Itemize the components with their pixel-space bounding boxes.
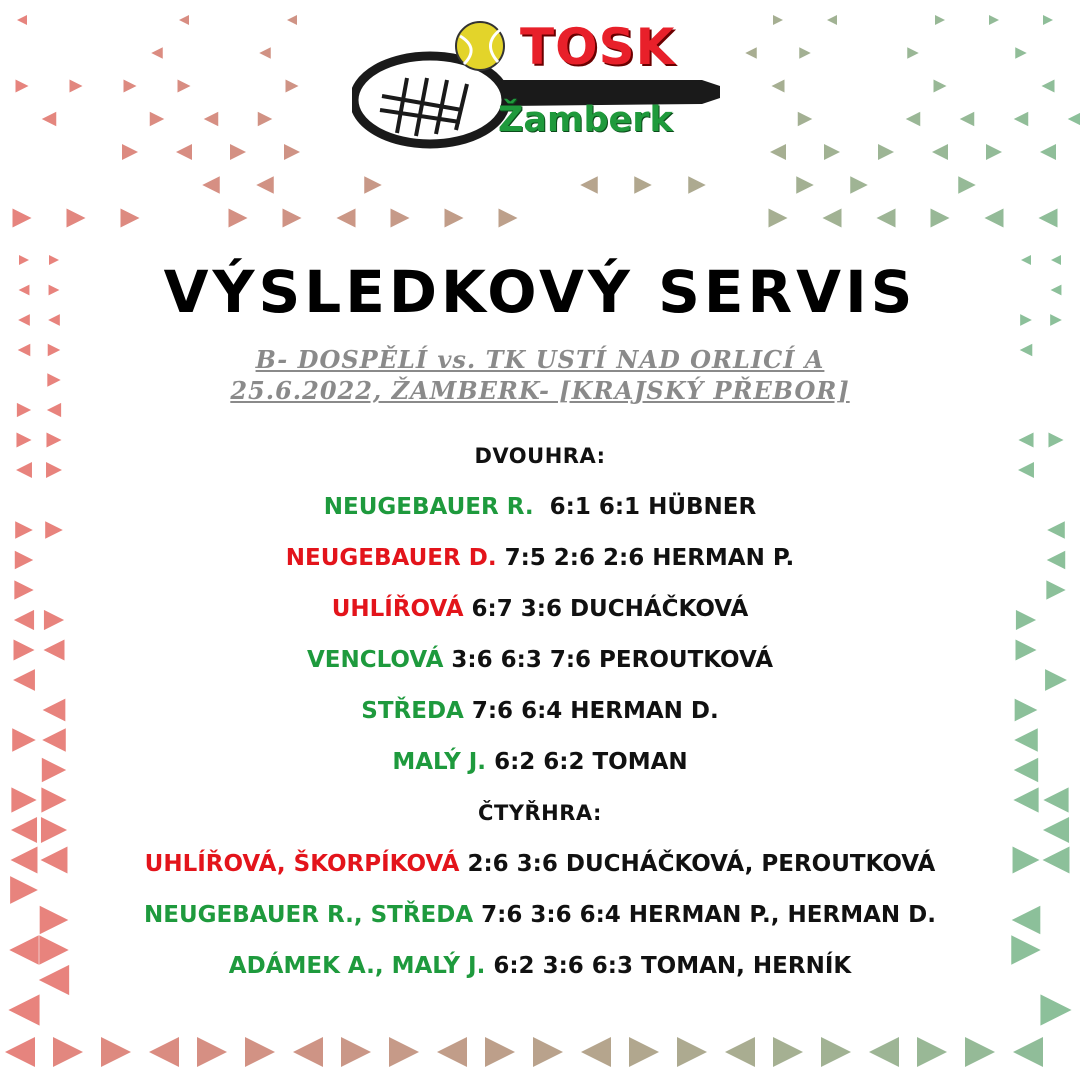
decorative-triangle xyxy=(151,47,163,59)
decorative-triangle xyxy=(197,1037,227,1067)
result-row xyxy=(0,591,1080,642)
decorative-triangle xyxy=(391,209,410,228)
decorative-triangle xyxy=(67,209,86,228)
decorative-triangle xyxy=(1043,15,1053,25)
decorative-triangle xyxy=(1068,112,1080,127)
decorative-triangle xyxy=(437,1037,467,1067)
decorative-triangle xyxy=(773,15,783,25)
decorative-triangle xyxy=(965,1037,995,1067)
decorative-triangle xyxy=(1040,994,1071,1025)
decorative-triangle xyxy=(42,112,57,127)
decorative-triangle xyxy=(773,1037,803,1067)
home-player: NEUGEBAUER R. xyxy=(323,494,534,520)
decorative-triangle xyxy=(179,15,189,25)
decorative-triangle xyxy=(229,209,248,228)
decorative-triangle xyxy=(958,176,976,194)
home-player: UHLÍŘOVÁ xyxy=(331,596,464,622)
decorative-triangle xyxy=(827,15,837,25)
score-and-opponent: 7:6 3:6 6:4 HERMAN P., HERMAN D. xyxy=(481,902,936,928)
decorative-triangle xyxy=(124,80,137,93)
score-and-opponent: 7:6 6:4 HERMAN D. xyxy=(471,698,719,724)
decorative-triangle xyxy=(932,144,948,160)
decorative-triangle xyxy=(230,144,246,160)
decorative-triangle xyxy=(70,80,83,93)
result-row xyxy=(0,642,1080,693)
decorative-triangle xyxy=(445,209,464,228)
result-row xyxy=(0,744,1080,795)
decorative-triangle xyxy=(256,176,274,194)
decorative-triangle xyxy=(869,1037,899,1067)
result-row xyxy=(0,540,1080,591)
decorative-triangle xyxy=(745,47,757,59)
decorative-triangle xyxy=(16,80,29,93)
decorative-triangle xyxy=(1014,112,1029,127)
decorative-triangle xyxy=(934,80,947,93)
decorative-triangle xyxy=(286,80,299,93)
decorative-triangle xyxy=(17,15,27,25)
subtitle-line-2: 25.6.2022, ŽAMBERK- [KRAJSKÝ PŘEBOR] xyxy=(230,376,850,405)
decorative-triangle xyxy=(389,1037,419,1067)
decorative-triangle xyxy=(101,1037,131,1067)
decorative-triangle xyxy=(798,112,813,127)
decorative-triangle xyxy=(1040,144,1056,160)
home-player: MALÝ J. xyxy=(392,749,487,775)
result-row xyxy=(0,846,1080,897)
decorative-triangle xyxy=(149,1037,179,1067)
decorative-triangle xyxy=(878,144,894,160)
decorative-triangle xyxy=(485,1037,515,1067)
home-player: NEUGEBAUER D. xyxy=(285,545,497,571)
decorative-triangle xyxy=(293,1037,323,1067)
decorative-triangle xyxy=(178,80,191,93)
decorative-triangle xyxy=(917,1037,947,1067)
decorative-triangle xyxy=(580,176,598,194)
decorative-triangle xyxy=(796,176,814,194)
decorative-triangle xyxy=(364,176,382,194)
decorative-triangle xyxy=(725,1037,755,1067)
score-and-opponent: 6:1 6:1 HÜBNER xyxy=(541,494,757,520)
logo-town-name: Žamberk xyxy=(498,100,673,140)
decorative-triangle xyxy=(337,209,356,228)
decorative-triangle xyxy=(5,1037,35,1067)
results-list xyxy=(0,438,1080,999)
score-and-opponent: 6:2 6:2 TOMAN xyxy=(494,749,688,775)
doubles-results xyxy=(0,846,1080,999)
home-player: NEUGEBAUER R., STŘEDA xyxy=(144,902,474,928)
club-logo xyxy=(352,18,724,150)
decorative-triangle xyxy=(13,209,32,228)
decorative-triangle xyxy=(259,47,271,59)
decorative-triangle xyxy=(258,112,273,127)
decorative-triangle xyxy=(769,209,788,228)
decorative-triangle xyxy=(176,144,192,160)
decorative-triangle xyxy=(823,209,842,228)
subtitle-line-1: B- DOSPĚLÍ vs. TK USTÍ NAD ORLICÍ A xyxy=(255,345,825,374)
home-player: STŘEDA xyxy=(361,698,464,724)
decorative-triangle xyxy=(935,15,945,25)
decorative-triangle xyxy=(581,1037,611,1067)
decorative-triangle xyxy=(772,80,785,93)
score-and-opponent: 6:2 3:6 6:3 TOMAN, HERNÍK xyxy=(493,953,852,979)
home-player: VENCLOVÁ xyxy=(306,647,444,673)
result-row xyxy=(0,897,1080,948)
score-and-opponent: 6:7 3:6 DUCHÁČKOVÁ xyxy=(471,596,749,622)
decorative-triangle xyxy=(341,1037,371,1067)
decorative-triangle xyxy=(677,1037,707,1067)
decorative-triangle xyxy=(770,144,786,160)
decorative-triangle xyxy=(634,176,652,194)
result-row xyxy=(0,948,1080,999)
decorative-triangle xyxy=(202,176,220,194)
decorative-triangle xyxy=(821,1037,851,1067)
decorative-triangle xyxy=(204,112,219,127)
decorative-triangle xyxy=(989,15,999,25)
decorative-triangle xyxy=(850,176,868,194)
decorative-triangle xyxy=(8,994,39,1025)
decorative-triangle xyxy=(499,209,518,228)
decorative-triangle xyxy=(824,144,840,160)
decorative-triangle xyxy=(960,112,975,127)
decorative-triangle xyxy=(688,176,706,194)
decorative-triangle xyxy=(245,1037,275,1067)
decorative-triangle xyxy=(799,47,811,59)
decorative-triangle xyxy=(1013,1037,1043,1067)
doubles-header: ČTYŘHRA: xyxy=(478,801,602,825)
decorative-triangle xyxy=(1039,209,1058,228)
decorative-triangle xyxy=(284,144,300,160)
decorative-triangle xyxy=(985,209,1004,228)
decorative-triangle xyxy=(986,144,1002,160)
score-and-opponent: 3:6 6:3 7:6 PEROUTKOVÁ xyxy=(451,647,774,673)
decorative-triangle xyxy=(629,1037,659,1067)
result-row xyxy=(0,489,1080,540)
page-title: VÝSLEDKOVÝ SERVIS xyxy=(163,258,917,326)
decorative-triangle xyxy=(283,209,302,228)
logo-club-name: TOSK xyxy=(520,18,676,76)
singles-results xyxy=(0,489,1080,795)
decorative-triangle xyxy=(877,209,896,228)
home-player: UHLÍŘOVÁ, ŠKORPÍKOVÁ xyxy=(144,851,460,877)
score-and-opponent: 2:6 3:6 DUCHÁČKOVÁ, PEROUTKOVÁ xyxy=(467,851,936,877)
home-player: ADÁMEK A., MALÝ J. xyxy=(228,953,486,979)
score-and-opponent: 7:5 2:6 2:6 HERMAN P. xyxy=(504,545,795,571)
decorative-triangle xyxy=(907,47,919,59)
decorative-triangle xyxy=(906,112,921,127)
tennis-ball-icon xyxy=(456,22,504,70)
match-subtitle xyxy=(0,344,1080,406)
decorative-triangle xyxy=(122,144,138,160)
decorative-triangle xyxy=(931,209,950,228)
decorative-triangle xyxy=(53,1037,83,1067)
decorative-triangle xyxy=(287,15,297,25)
decorative-triangle xyxy=(533,1037,563,1067)
singles-header: DVOUHRA: xyxy=(474,444,606,468)
decorative-triangle xyxy=(1015,47,1027,59)
decorative-triangle xyxy=(121,209,140,228)
result-row xyxy=(0,693,1080,744)
decorative-triangle xyxy=(1042,80,1055,93)
decorative-triangle xyxy=(150,112,165,127)
